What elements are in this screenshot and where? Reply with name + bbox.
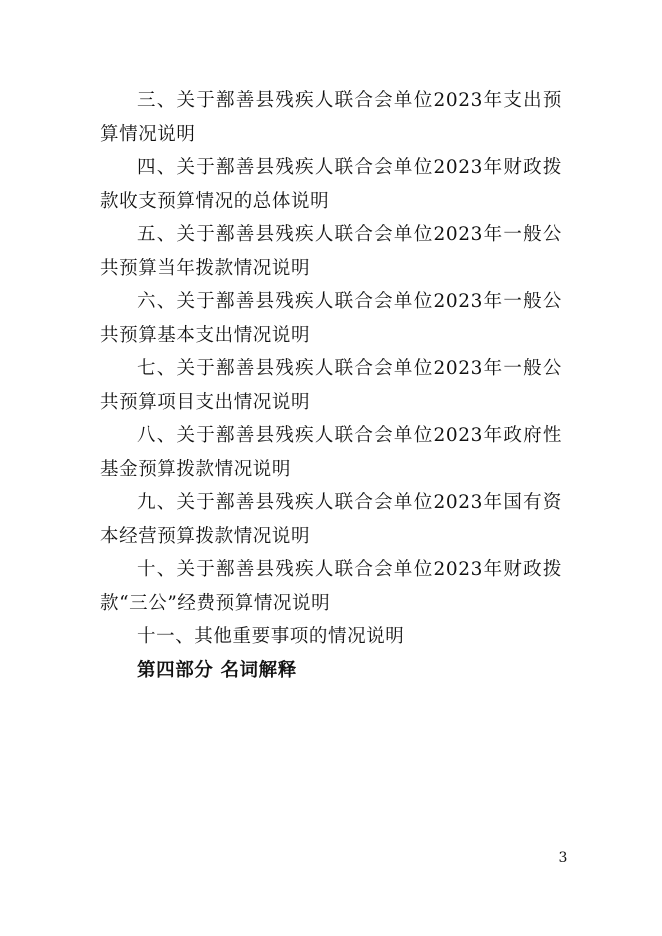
toc-item-three-public-expenses: 十、关于鄯善县残疾人联合会单位2023年财政拨款“三公”经费预算情况说明 — [100, 559, 562, 614]
toc-item-general-public-budget-project-expenditure: 七、关于鄯善县残疾人联合会单位2023年一般公共预算项目支出情况说明 — [100, 358, 562, 413]
toc-item-expenditure-budget: 三、关于鄯善县残疾人联合会单位2023年支出预算情况说明 — [100, 90, 562, 145]
table-of-contents — [100, 84, 562, 687]
toc-item-other-matters: 十一、其他重要事项的情况说明 — [137, 626, 405, 647]
page-number: 3 — [558, 850, 568, 866]
toc-item-government-fund-budget: 八、关于鄯善县残疾人联合会单位2023年政府性基金预算拨款情况说明 — [100, 425, 562, 480]
section-heading-glossary: 第四部分 名词解释 — [137, 659, 297, 681]
toc-item-general-public-budget-current-year: 五、关于鄯善县残疾人联合会单位2023年一般公共预算当年拨款情况说明 — [100, 224, 562, 279]
toc-item-state-capital-budget: 九、关于鄯善县残疾人联合会单位2023年国有资本经营预算拨款情况说明 — [100, 492, 562, 547]
toc-item-general-public-budget-basic-expenditure: 六、关于鄯善县残疾人联合会单位2023年一般公共预算基本支出情况说明 — [100, 291, 562, 346]
toc-item-fiscal-allocation-overall: 四、关于鄯善县残疾人联合会单位2023年财政拨款收支预算情况的总体说明 — [100, 157, 562, 212]
